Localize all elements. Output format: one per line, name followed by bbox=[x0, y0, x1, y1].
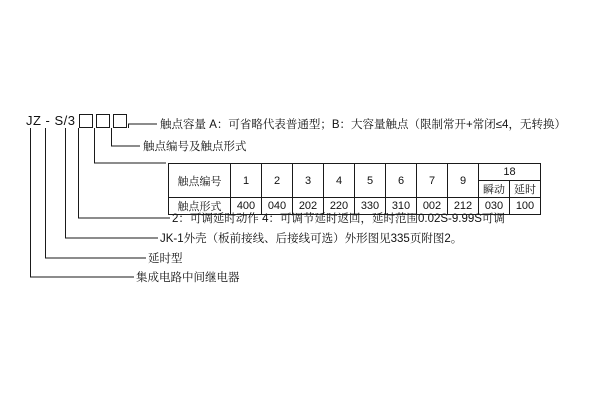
model-code-prefix: JZ - S/3 bbox=[26, 113, 76, 128]
table-cell-form-2: 202 bbox=[293, 198, 324, 215]
table-row-header-group bbox=[169, 164, 541, 181]
annotation-delay-type: 延时型 bbox=[148, 253, 183, 265]
model-code bbox=[26, 113, 127, 129]
table-cell-last-group-header: 18 bbox=[479, 164, 541, 181]
annotation-shell: JK-1外壳（板前接线、后接线可选）外形图见335页附图2。 bbox=[160, 233, 463, 245]
table-cell-number-0: 1 bbox=[231, 164, 262, 198]
table-cell-number-5: 6 bbox=[386, 164, 417, 198]
table-cell-label-number: 触点编号 bbox=[169, 164, 231, 198]
table-cell-form-instant: 030 bbox=[479, 198, 510, 215]
table-cell-number-2: 3 bbox=[293, 164, 324, 198]
table-cell-form-delay: 100 bbox=[510, 198, 541, 215]
table-cell-subheader-instant: 瞬动 bbox=[479, 181, 510, 198]
annotation-delay-action: 2：可调延时动作 4：可调节延时返回，延时范围0.02S-9.99S可调 bbox=[172, 213, 505, 225]
table-cell-label-form: 触点形式 bbox=[169, 198, 231, 215]
table-cell-number-3: 4 bbox=[324, 164, 355, 198]
table-cell-number-4: 5 bbox=[355, 164, 386, 198]
code-box-2 bbox=[96, 114, 110, 128]
table-cell-form-1: 040 bbox=[262, 198, 293, 215]
code-box-3 bbox=[113, 114, 127, 128]
table-cell-number-7: 9 bbox=[448, 164, 479, 198]
table-cell-form-6: 002 bbox=[417, 198, 448, 215]
table-cell-form-3: 220 bbox=[324, 198, 355, 215]
table-row-forms bbox=[169, 198, 541, 215]
table-cell-form-4: 330 bbox=[355, 198, 386, 215]
code-box-1 bbox=[79, 114, 93, 128]
table-cell-subheader-delay: 延时 bbox=[510, 181, 541, 198]
table-cell-form-7: 212 bbox=[448, 198, 479, 215]
contact-table bbox=[168, 163, 541, 215]
annotation-contact-capacity: 触点容量 A：可省略代表普通型；B：大容量触点（限制常开+常闭≤4，无转换） bbox=[160, 119, 566, 131]
table-cell-form-0: 400 bbox=[231, 198, 262, 215]
table-cell-number-1: 2 bbox=[262, 164, 293, 198]
contact-table-wrapper bbox=[168, 163, 541, 215]
table-cell-number-6: 7 bbox=[417, 164, 448, 198]
annotation-contact-number-form: 触点编号及触点形式 bbox=[143, 141, 247, 153]
table-cell-form-5: 310 bbox=[386, 198, 417, 215]
annotation-product-name: 集成电路中间继电器 bbox=[136, 272, 240, 284]
